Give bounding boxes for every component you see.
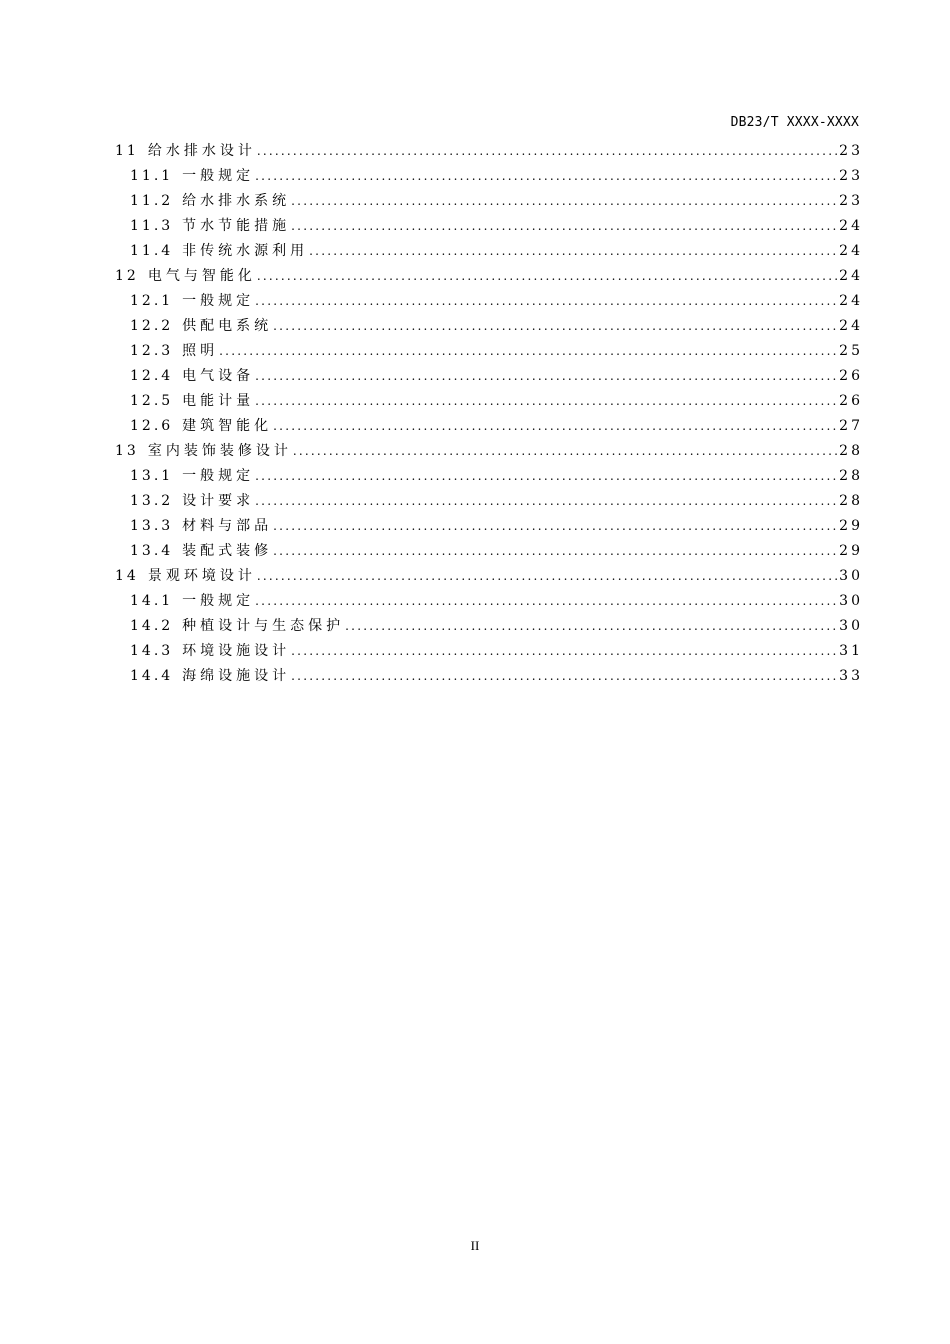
- toc-entry-title: 节水节能措施: [182, 218, 291, 234]
- toc-entry[interactable]: [115, 314, 863, 339]
- toc-dot-leader: [255, 289, 838, 314]
- toc-entry-page: 28: [839, 443, 863, 459]
- toc-entry-title: 电气设备: [182, 368, 255, 384]
- toc-entry-page: 23: [839, 143, 863, 159]
- toc-dot-leader: [291, 639, 838, 664]
- toc-entry-page: 24: [839, 268, 863, 284]
- toc-entry-number: 12.5: [130, 393, 174, 409]
- toc-entry-page: 29: [839, 543, 863, 559]
- toc-entry-number: 12.6: [130, 418, 174, 434]
- toc-entry-title: 电气与智能化: [147, 268, 256, 284]
- toc-entry-page: 25: [839, 343, 863, 359]
- toc-entry[interactable]: [115, 464, 863, 489]
- toc-entry-page: 23: [839, 168, 863, 184]
- toc-entry[interactable]: [115, 664, 863, 689]
- toc-entry-number: 14.4: [130, 668, 174, 684]
- toc-entry-number: 13.4: [130, 543, 174, 559]
- toc-entry-number: 12: [115, 268, 139, 284]
- toc-entry-number: 12.2: [130, 318, 174, 334]
- toc-entry[interactable]: [115, 264, 863, 289]
- toc-entry-title: 一般规定: [182, 593, 255, 609]
- toc-dot-leader: [255, 589, 838, 614]
- toc-entry-title: 景观环境设计: [147, 568, 256, 584]
- toc-entry[interactable]: [115, 189, 863, 214]
- toc-dot-leader: [309, 239, 838, 264]
- toc-entry[interactable]: [115, 514, 863, 539]
- toc-entry-page: 27: [839, 418, 863, 434]
- toc-dot-leader: [257, 139, 838, 164]
- toc-entry-page: 30: [839, 568, 863, 584]
- toc-entry-title: 照明: [182, 343, 219, 359]
- toc-entry[interactable]: [115, 214, 863, 239]
- toc-dot-leader: [273, 314, 838, 339]
- toc-entry-number: 13.1: [130, 468, 174, 484]
- toc-dot-leader: [219, 339, 838, 364]
- toc-entry-title: 非传统水源利用: [182, 243, 309, 259]
- toc-entry-number: 12.3: [130, 343, 174, 359]
- toc-dot-leader: [273, 514, 838, 539]
- toc-dot-leader: [255, 464, 838, 489]
- page-number: II: [470, 1238, 480, 1253]
- toc-entry-title: 设计要求: [182, 493, 255, 509]
- toc-dot-leader: [255, 364, 838, 389]
- toc-entry-page: 30: [839, 618, 863, 634]
- toc-entry[interactable]: [115, 439, 863, 464]
- toc-dot-leader: [291, 189, 838, 214]
- toc-entry[interactable]: [115, 364, 863, 389]
- toc-entry-page: 26: [839, 393, 863, 409]
- toc-entry-number: 12.4: [130, 368, 174, 384]
- toc-entry-title: 供配电系统: [182, 318, 273, 334]
- toc-dot-leader: [255, 389, 838, 414]
- toc-dot-leader: [257, 564, 838, 589]
- toc-entry-title: 装配式装修: [182, 543, 273, 559]
- toc-entry-page: 30: [839, 593, 863, 609]
- toc-dot-leader: [255, 489, 838, 514]
- toc-entry-page: 28: [839, 468, 863, 484]
- toc-entry-page: 31: [839, 643, 863, 659]
- toc-entry-title: 环境设施设计: [182, 643, 291, 659]
- toc-entry[interactable]: [115, 639, 863, 664]
- toc-entry[interactable]: [115, 539, 863, 564]
- toc-dot-leader: [293, 439, 838, 464]
- table-of-contents: [115, 139, 863, 689]
- toc-entry-page: 26: [839, 368, 863, 384]
- toc-entry-number: 13: [115, 443, 139, 459]
- toc-dot-leader: [291, 664, 838, 689]
- toc-entry[interactable]: [115, 139, 863, 164]
- toc-entry-number: 14: [115, 568, 139, 584]
- toc-entry-number: 12.1: [130, 293, 174, 309]
- toc-dot-leader: [345, 614, 838, 639]
- document-code: DB23/T XXXX-XXXX: [730, 115, 859, 130]
- toc-entry-page: 24: [839, 218, 863, 234]
- toc-entry-number: 13.2: [130, 493, 174, 509]
- toc-entry-page: 33: [839, 668, 863, 684]
- toc-entry-title: 室内装饰装修设计: [147, 443, 292, 459]
- toc-entry-title: 种植设计与生态保护: [182, 618, 345, 634]
- toc-entry[interactable]: [115, 389, 863, 414]
- toc-entry-number: 13.3: [130, 518, 174, 534]
- toc-entry-title: 材料与部品: [182, 518, 273, 534]
- toc-entry-page: 28: [839, 493, 863, 509]
- toc-entry-page: 23: [839, 193, 863, 209]
- toc-entry[interactable]: [115, 414, 863, 439]
- toc-dot-leader: [257, 264, 838, 289]
- toc-entry[interactable]: [115, 589, 863, 614]
- toc-entry-number: 11: [115, 143, 139, 159]
- toc-entry-title: 给水排水设计: [147, 143, 256, 159]
- toc-entry[interactable]: [115, 239, 863, 264]
- toc-entry-number: 11.4: [130, 243, 174, 259]
- toc-entry-title: 海绵设施设计: [182, 668, 291, 684]
- toc-entry-number: 11.2: [130, 193, 174, 209]
- toc-entry[interactable]: [115, 289, 863, 314]
- toc-entry-page: 24: [839, 318, 863, 334]
- toc-entry-title: 给水排水系统: [182, 193, 291, 209]
- toc-entry-title: 一般规定: [182, 293, 255, 309]
- toc-entry-number: 14.3: [130, 643, 174, 659]
- toc-entry-page: 24: [839, 293, 863, 309]
- toc-entry-title: 一般规定: [182, 168, 255, 184]
- toc-entry[interactable]: [115, 164, 863, 189]
- toc-entry-number: 14.1: [130, 593, 174, 609]
- toc-entry-page: 24: [839, 243, 863, 259]
- toc-dot-leader: [291, 214, 838, 239]
- toc-dot-leader: [255, 164, 838, 189]
- toc-entry[interactable]: [115, 339, 863, 364]
- toc-dot-leader: [273, 414, 838, 439]
- toc-entry-number: 14.2: [130, 618, 174, 634]
- toc-entry-page: 29: [839, 518, 863, 534]
- toc-entry-title: 电能计量: [182, 393, 255, 409]
- toc-entry-title: 一般规定: [182, 468, 255, 484]
- toc-entry-number: 11.1: [130, 168, 174, 184]
- toc-entry-title: 建筑智能化: [182, 418, 273, 434]
- toc-entry[interactable]: [115, 614, 863, 639]
- toc-entry-number: 11.3: [130, 218, 174, 234]
- toc-entry[interactable]: [115, 489, 863, 514]
- toc-dot-leader: [273, 539, 838, 564]
- toc-entry[interactable]: [115, 564, 863, 589]
